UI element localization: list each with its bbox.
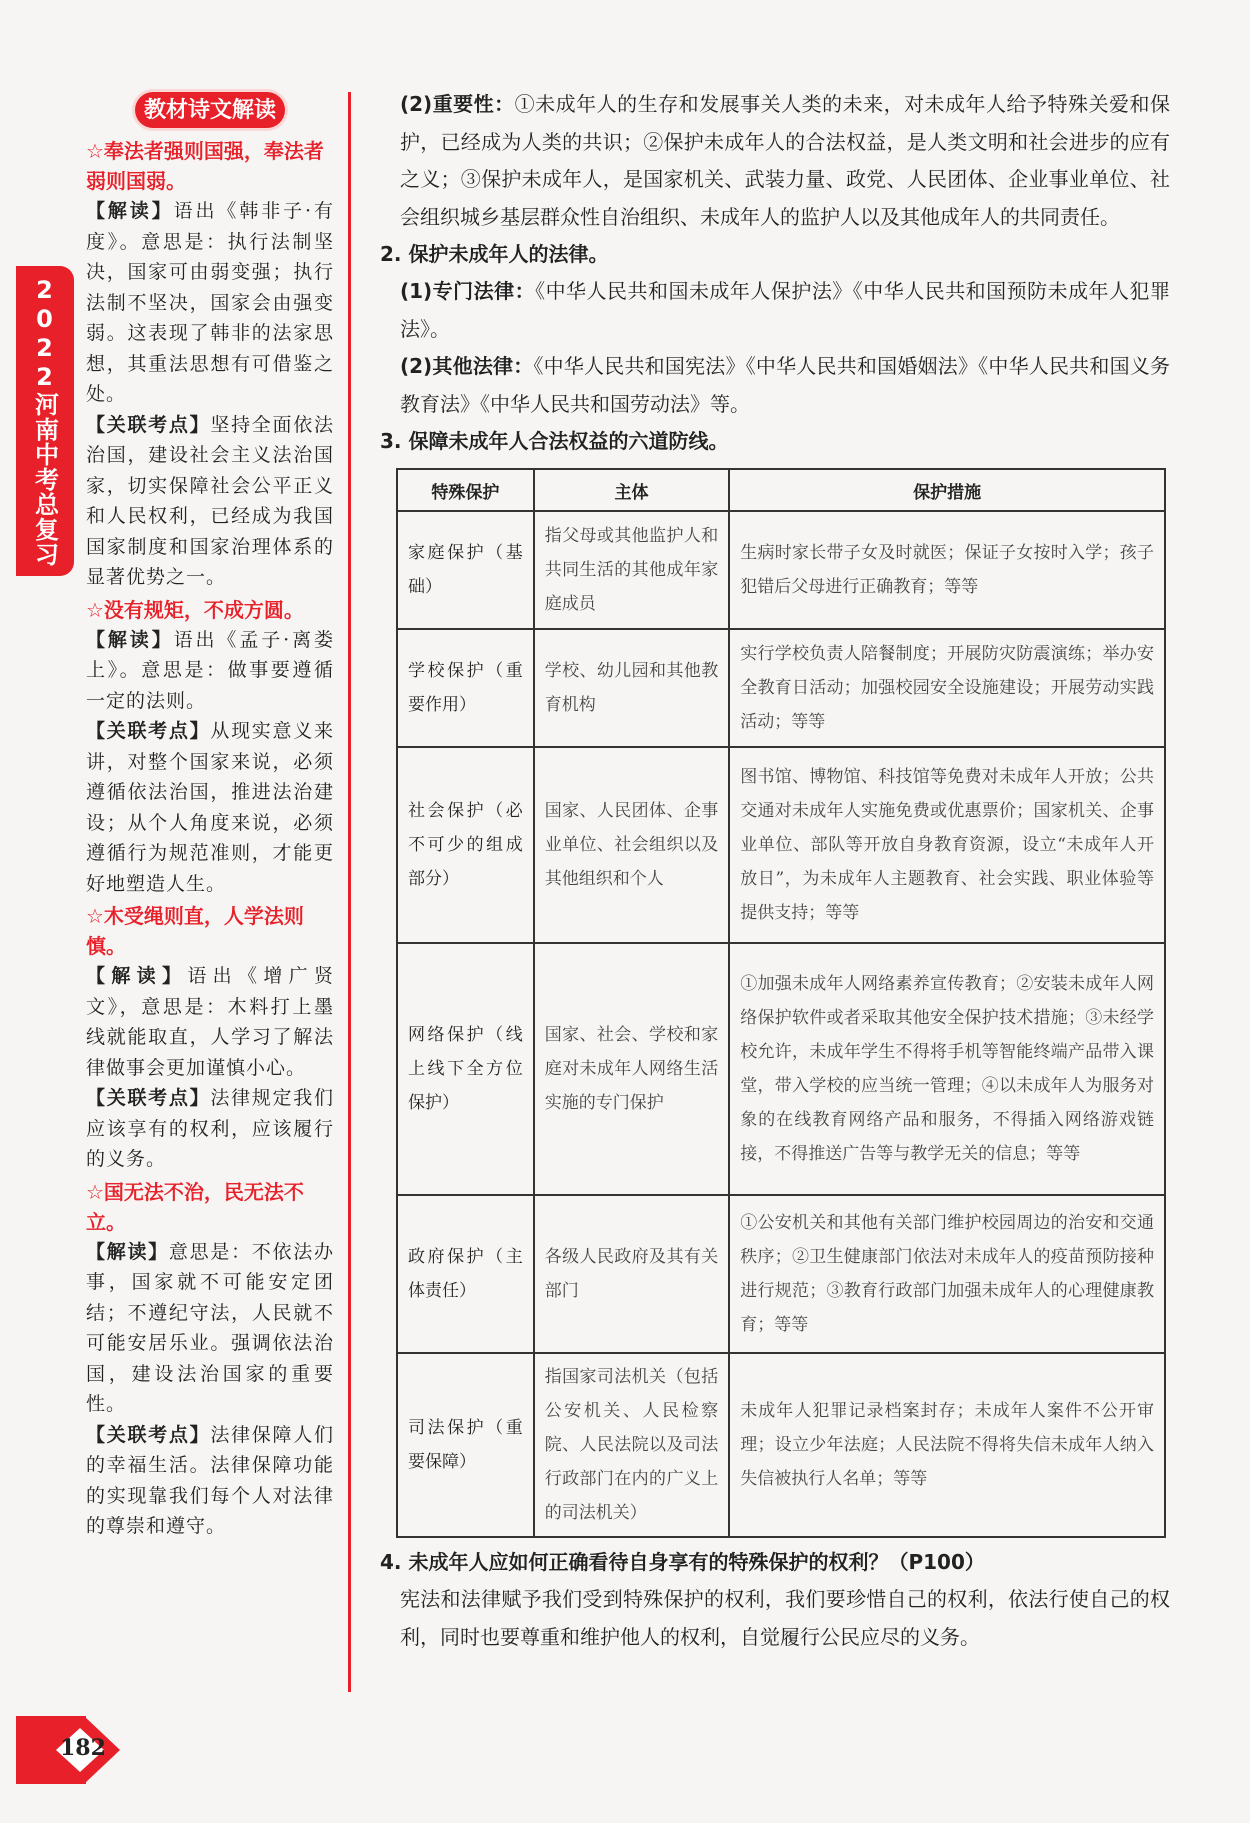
jiedu-label: 【解读】 bbox=[86, 965, 188, 987]
table-header-row bbox=[397, 469, 1165, 511]
jiedu-label: 【解读】 bbox=[86, 200, 174, 222]
heading-2: 2. 保护未成年人的法律。 bbox=[380, 242, 609, 266]
table-cell: 生病时家长带子女及时就医；保证子女按时入学；孩子犯错后父母进行正确教育；等等 bbox=[729, 511, 1165, 629]
table-header: 主体 bbox=[534, 469, 730, 511]
side-tab: 2022河南中考总复习 bbox=[16, 266, 74, 576]
table-cell: 国家、人民团体、企事业单位、社会组织以及其他组织和个人 bbox=[534, 747, 730, 943]
table-cell: 学校保护（重要作用） bbox=[397, 629, 534, 747]
guanlian-label: 【关联考点】 bbox=[86, 1423, 211, 1446]
table-cell: 国家、社会、学校和家庭对未成年人网络生活实施的专门保护 bbox=[534, 943, 730, 1195]
jiedu-3: 【解读】语出《增广贤文》，意思是：木料打上墨线就能取直，人学习了解法律做事会更加谨慎小心。 bbox=[86, 965, 334, 1079]
jiedu-label: 【解读】 bbox=[86, 628, 174, 651]
table-row bbox=[397, 1353, 1165, 1537]
table-cell: ①公安机关和其他有关部门维护校园周边的治安和交通秩序；②卫生健康部门依法对未成年人的疫苗预防接种进行规范；③教育行政部门加强未成年人的心理健康教育；等等 bbox=[729, 1195, 1165, 1353]
table-cell: 各级人民政府及其有关部门 bbox=[534, 1195, 730, 1353]
table-cell: 实行学校负责人陪餐制度；开展防灾防震演练；举办安全教育日活动；加强校园安全设施建设；开展劳动实践活动；等等 bbox=[729, 629, 1165, 747]
heading-3: 3. 保障未成年人合法权益的六道防线。 bbox=[380, 429, 729, 453]
table-row bbox=[397, 943, 1165, 1195]
other-laws: (2)其他法律：《中华人民共和国宪法》《中华人民共和国婚姻法》《中华人民共和国义务教育法》《中华人民共和国劳动法》等。 bbox=[400, 354, 1171, 416]
table-cell: 指国家司法机关（包括公安机关、人民检察院、人民法院以及司法行政部门在内的广义上的司法机关） bbox=[534, 1353, 730, 1537]
table-cell: 社会保护（必不可少的组成部分） bbox=[397, 747, 534, 943]
table-row bbox=[397, 629, 1165, 747]
page-number: 182 bbox=[60, 1735, 106, 1761]
table-cell: 未成年人犯罪记录档案封存；未成年人案件不公开审理；设立少年法庭；人民法院不得将失信未成年人纳入失信被执行人名单；等等 bbox=[729, 1353, 1165, 1537]
table-row bbox=[397, 747, 1165, 943]
table-cell: 政府保护（主体责任） bbox=[397, 1195, 534, 1353]
quote-1: ☆奉法者强则国强，奉法者弱则国弱。 bbox=[86, 139, 324, 193]
guanlian-2: 【关联考点】从现实意义来讲，对整个国家来说，必须遵循依法治国，推进法治建设；从个人角度来说，必须遵循行为规范准则，才能更好地塑造人生。 bbox=[86, 720, 334, 895]
jiedu-4: 【解读】意思是：不依法办事，国家就不可能安定团结；不遵纪守法，人民就不可能安居乐业。强调依法治国，建设法治国家的重要性。 bbox=[86, 1240, 334, 1415]
jiedu-label: 【解读】 bbox=[86, 1240, 169, 1263]
answer-paragraph: 宪法和法律赋予我们受到特殊保护的权利，我们要珍惜自己的权利，依法行使自己的权利，同时也要尊重和维护他人的权利，自觉履行公民应尽的义务。 bbox=[400, 1587, 1170, 1649]
table-cell: 图书馆、博物馆、科技馆等免费对未成年人开放；公共交通对未成年人实施免费或优惠票价；国家机关、企事业单位、部队等开放自身教育资源，设立“未成年人开放日”，为未成年人主题教育、社会实践、职业体验等提供支持；等等 bbox=[729, 747, 1165, 943]
jiedu-1: 【解读】语出《韩非子·有度》。意思是：执行法制坚决，国家可由弱变强；执行法制不坚决，国家会由强变弱。这表现了韩非的法家思想，其重法思想有可借鉴之处。 bbox=[86, 200, 334, 405]
left-column bbox=[86, 92, 334, 1542]
protection-table bbox=[396, 468, 1166, 1538]
special-laws: (1)专门法律：《中华人民共和国未成年人保护法》《中华人民共和国预防未成年人犯罪法》。 bbox=[400, 279, 1171, 341]
importance-paragraph: (2)重要性：①未成年人的生存和发展事关人类的未来，对未成年人给予特殊关爱和保护，已经成为人类的共识；②保护未成年人的合法权益，是人类文明和社会进步的应有之义；③保护未成年人，是国家机关、武装力量、政党、人民团体、企业事业单位、社会组织城乡基层群众性自治组织、未成年人的监护人以及其他成年人的共同责任。 bbox=[400, 92, 1170, 229]
quote-2: ☆没有规矩，不成方圆。 bbox=[86, 597, 304, 622]
table-row bbox=[397, 1195, 1165, 1353]
jiedu-2: 【解读】语出《孟子·离娄上》。意思是：做事要遵循一定的法则。 bbox=[86, 628, 334, 712]
guanlian-label: 【关联考点】 bbox=[86, 1087, 211, 1109]
table-cell: ①加强未成年人网络素养宣传教育；②安装未成年人网络保护软件或者采取其他安全保护技术措施；③未经学校允许，未成年学生不得将手机等智能终端产品带入课堂，带入学校的应当统一管理；④以未成年人为服务对象的在线教育网络产品和服务，不得插入网络游戏链接，不得推送广告等与教学无关的信息；等等 bbox=[729, 943, 1165, 1195]
guanlian-4: 【关联考点】法律保障人们的幸福生活。法律保障功能的实现靠我们每个人对法律的尊崇和遵守。 bbox=[86, 1423, 334, 1537]
right-column bbox=[380, 86, 1170, 1656]
left-section-title: 教材诗文解读 bbox=[135, 92, 285, 128]
table-cell: 家庭保护（基础） bbox=[397, 511, 534, 629]
quote-3: ☆木受绳则直，人学法则慎。 bbox=[86, 904, 304, 958]
table-cell: 网络保护（线上线下全方位保护） bbox=[397, 943, 534, 1195]
guanlian-label: 【关联考点】 bbox=[86, 413, 211, 436]
guanlian-label: 【关联考点】 bbox=[86, 720, 211, 742]
table-header: 保护措施 bbox=[729, 469, 1165, 511]
quote-4: ☆国无法不治，民无法不立。 bbox=[86, 1179, 304, 1234]
guanlian-1: 【关联考点】坚持全面依法治国，建设社会主义法治国家，切实保障社会公平正义和人民权利，已经成为我国国家制度和国家治理体系的显著优势之一。 bbox=[86, 413, 334, 588]
table-row bbox=[397, 511, 1165, 629]
guanlian-3: 【关联考点】法律规定我们应该享有的权利，应该履行的义务。 bbox=[86, 1087, 334, 1170]
column-divider bbox=[348, 92, 351, 1692]
table-header: 特殊保护 bbox=[397, 469, 534, 511]
table-cell: 司法保护（重要保障） bbox=[397, 1353, 534, 1537]
table-cell: 指父母或其他监护人和共同生活的其他成年家庭成员 bbox=[534, 511, 730, 629]
table-cell: 学校、幼儿园和其他教育机构 bbox=[534, 629, 730, 747]
heading-4: 4. 未成年人应如何正确看待自身享有的特殊保护的权利？（P100） bbox=[380, 1550, 985, 1574]
